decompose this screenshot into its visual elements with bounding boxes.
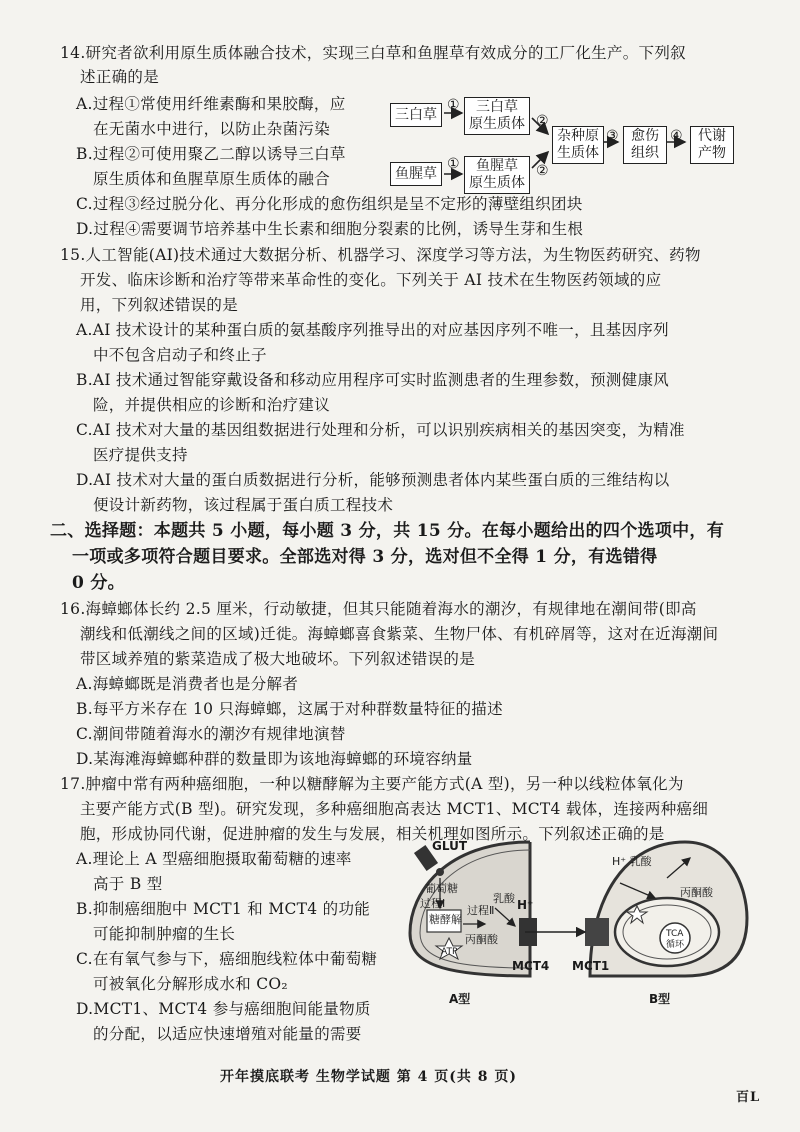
- tca-label: TCA: [666, 929, 684, 939]
- step2-label-top: ②: [536, 113, 549, 129]
- q17-option-c-line1: C.在有氧气参与下，癌细胞线粒体中葡萄糖: [76, 950, 378, 968]
- step1-label-bottom: ①: [447, 156, 460, 172]
- h-label-a: H⁺: [517, 898, 534, 912]
- q15-option-a-line2: 中不包含启动子和终止子: [93, 346, 267, 364]
- q17-option-a-line1: A.理论上 A 型癌细胞摄取葡萄糖的速率: [76, 850, 352, 868]
- h-lactate-label-b: H⁺ 乳酸: [612, 855, 652, 868]
- type-b-label: B型: [649, 992, 671, 1006]
- q15-option-c-line1: C.AI 技术对大量的基因组数据进行处理和分析，可以识别疾病相关的基因突变，为精准: [76, 421, 685, 439]
- q15-option-d-line1: D.AI 技术对大量的蛋白质数据进行分析，能够预测患者体内某些蛋白质的三维结构以: [76, 471, 670, 489]
- q15-option-c-line2: 医疗提供支持: [93, 446, 188, 464]
- glut-label: GLUT: [432, 839, 467, 853]
- section2-header-line3: 0 分。: [72, 573, 125, 593]
- page-footer: 开年摸底联考 生物学试题 第 4 页(共 8 页): [220, 1069, 517, 1085]
- step1-label-top: ①: [447, 97, 460, 113]
- mct4-label: MCT4: [512, 959, 550, 973]
- mct1-label: MCT1: [572, 959, 610, 973]
- q16-stem-line1: 16.海蟑螂体长约 2.5 厘米，行动敏捷，但其只能随着海水的潮汐，有规律地在潮间带(即高: [60, 600, 697, 618]
- q15-option-b-line2: 险，并提供相应的诊断和治疗建议: [93, 396, 331, 414]
- mct1-transporter: [585, 918, 609, 946]
- section2-header-line2: 一项或多项符合题目要求。全部选对得 3 分，选对但不全得 1 分，有选错得: [72, 547, 658, 567]
- hybrid-box: 杂种原 生质体: [552, 126, 604, 164]
- q17-stem-line3: 胞，形成协同代谢，促进肿瘤的发生与发展，相关机理如图所示。下列叙述正确的是: [80, 825, 665, 843]
- glucose-dot: [436, 868, 444, 876]
- process1-label: 过程Ⅰ: [420, 897, 446, 910]
- glucose-label: 葡萄糖: [425, 882, 458, 895]
- q17-option-b-line1: B.抑制癌细胞中 MCT1 和 MCT4 的功能: [76, 900, 371, 918]
- lactate-label-a: 乳酸: [493, 892, 515, 905]
- q17-stem-line1: 17.肿瘤中常有两种癌细胞，一种以糖酵解为主要产能方式(A 型)，另一种以线粒体氧化为: [60, 775, 684, 793]
- q15-stem-line3: 用，下列叙述错误的是: [80, 296, 239, 314]
- step3-label: ③: [606, 128, 619, 144]
- step2-label-bottom: ②: [536, 163, 549, 179]
- q17-option-c-line2: 可被氧化分解形成水和 CO₂: [93, 975, 288, 993]
- q16-option-b: B.每平方米存在 10 只海蟑螂，这属于对种群数量特征的描述: [76, 700, 503, 718]
- pyruvate-label-b: 丙酮酸: [680, 886, 713, 899]
- q14-option-a-line2: 在无菌水中进行，以防止杂菌污染: [93, 120, 331, 138]
- q14-option-b-line2: 原生质体和鱼腥草原生质体的融合: [93, 170, 331, 188]
- q16-option-a: A.海蟑螂既是消费者也是分解者: [76, 675, 299, 693]
- plant2-box: 鱼腥草: [390, 162, 442, 186]
- q14-option-b-line1: B.过程②可使用聚乙二醇以诱导三白草: [76, 145, 346, 163]
- process2-label: 过程Ⅱ: [467, 904, 495, 917]
- q17-stem-line2: 主要产能方式(B 型)。研究发现，多种癌细胞高表达 MCT1、MCT4 载体，连接两种癌细: [80, 800, 709, 818]
- atp-label: ATP: [441, 947, 458, 957]
- q17-option-b-line2: 可能抑制肿瘤的生长: [93, 925, 236, 943]
- step4-label: ④: [670, 128, 683, 144]
- glycolysis-label: 糖酵解: [429, 913, 462, 926]
- q16-option-d: D.某海滩海蟑螂种群的数量即为该地海蟑螂的环境容纳量: [76, 750, 473, 768]
- q17-option-d-line1: D.MCT1、MCT4 参与癌细胞间能量物质: [76, 1000, 371, 1018]
- q16-option-c: C.潮间带随着海水的潮汐有规律地演替: [76, 725, 346, 743]
- q14-option-d: D.过程④需要调节培养基中生长素和细胞分裂素的比例，诱导生芽和生根: [76, 220, 584, 238]
- q15-stem-line1: 15.人工智能(AI)技术通过大数据分析、机器学习、深度学习等方法，为生物医药研究、药物: [60, 246, 701, 264]
- callus-box: 愈伤 组织: [623, 126, 667, 164]
- section2-header-line1: 二、选择题：本题共 5 小题，每小题 3 分，共 15 分。在每小题给出的四个选项中，有: [50, 521, 725, 541]
- proto2-box: 鱼腥草 原生质体: [464, 156, 530, 194]
- type-a-label: A型: [449, 992, 471, 1006]
- q15-stem-line2: 开发、临床诊断和治疗等带来革命性的变化。下列关于 AI 技术在生物医药领域的应: [80, 271, 662, 289]
- pyruvate-label-a: 丙酮酸: [465, 933, 498, 946]
- q17-option-d-line2: 的分配，以适应快速增殖对能量的需要: [93, 1025, 362, 1043]
- cycle-label: 循环: [666, 940, 685, 950]
- q15-option-a-line1: A.AI 技术设计的某种蛋白质的氨基酸序列推导出的对应基因序列不唯一，且基因序列: [76, 321, 669, 339]
- product-box: 代谢 产物: [690, 126, 734, 164]
- q16-stem-line3: 带区域养殖的紫菜造成了极大地破坏。下列叙述错误的是: [80, 650, 476, 668]
- q15-option-b-line1: B.AI 技术通过智能穿戴设备和移动应用程序可实时监测患者的生理参数，预测健康风: [76, 371, 670, 389]
- q14-option-c: C.过程③经过脱分化、再分化形成的愈伤组织是呈不定形的薄壁组织团块: [76, 195, 583, 213]
- q14-stem-line2: 述正确的是: [80, 68, 160, 86]
- plant1-box: 三白草: [390, 103, 442, 127]
- corner-mark: 百L: [736, 1090, 761, 1105]
- q14-option-a-line1: A.过程①常使用纤维素酶和果胶酶，应: [76, 95, 346, 113]
- q17-option-a-line2: 高于 B 型: [93, 875, 163, 893]
- q15-option-d-line2: 便设计新药物，该过程属于蛋白质工程技术: [93, 496, 394, 514]
- proto1-box: 三白草 原生质体: [464, 97, 530, 135]
- q14-stem-line1: 14.研究者欲利用原生质体融合技术，实现三白草和鱼腥草有效成分的工厂化生产。下列叙: [60, 44, 686, 62]
- q16-stem-line2: 潮线和低潮线之间的区域)迁徙。海蟑螂喜食紫菜、生物尸体、有机碎屑等，这对在近海潮间: [80, 625, 719, 643]
